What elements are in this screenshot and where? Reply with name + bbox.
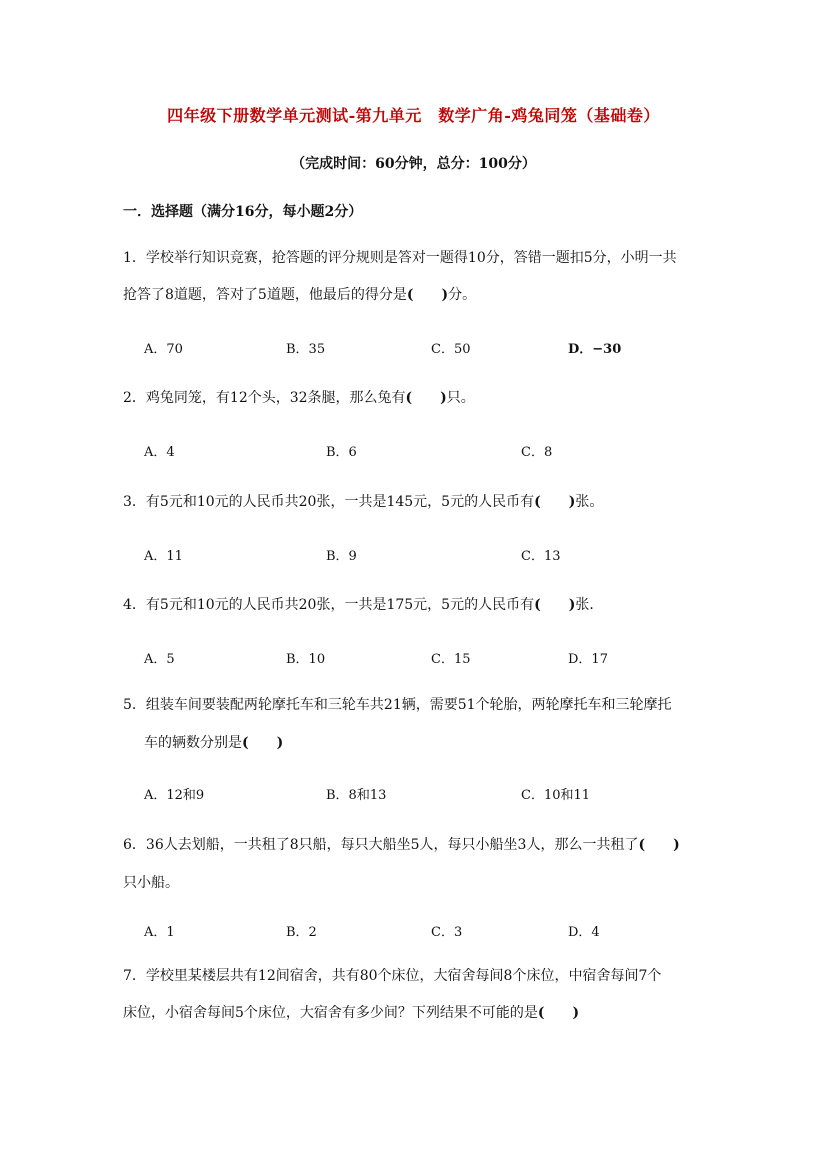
option-c: C．50 <box>431 342 471 357</box>
answer-blank: ( ) <box>242 735 284 751</box>
question-1-unit: 分。 <box>448 287 477 303</box>
question-6-line-1 <box>123 834 680 854</box>
option-a: A．11 <box>144 549 183 564</box>
section-heading: 一．选择题（满分16分，每小题2分） <box>123 204 363 220</box>
option-a: A．1 <box>144 925 175 940</box>
option-b: B．35 <box>286 342 326 357</box>
question-5-line-2 <box>144 732 283 752</box>
option-c: C．10和11 <box>521 788 591 803</box>
question-1-line-2 <box>123 284 476 304</box>
option-a: A．4 <box>144 445 175 460</box>
answer-blank: ( ) <box>534 494 576 510</box>
question-3 <box>123 491 603 511</box>
question-2-unit: 只。 <box>446 390 475 406</box>
answer-blank: ( ) <box>534 597 576 613</box>
question-7-text: 床位，小宿舍每间5个床位，大宿舍有多少间？下列结果不可能的是 <box>123 1005 538 1021</box>
question-4-text: 4．有5元和10元的人民币共20张，一共是175元，5元的人民币有 <box>123 597 535 613</box>
option-a: A．70 <box>144 342 183 357</box>
option-c: C．8 <box>521 445 553 460</box>
question-4 <box>123 594 603 614</box>
option-b: B．2 <box>286 925 317 940</box>
option-b: B．10 <box>286 652 326 667</box>
option-c: C．15 <box>431 652 471 667</box>
question-1-text: 抢答了8道题，答对了5道题，他最后的得分是 <box>123 287 407 303</box>
answer-blank: ( ) <box>638 837 680 853</box>
option-a: A．5 <box>144 652 175 667</box>
question-5-text: 车的辆数分别是 <box>144 735 242 751</box>
question-3-unit: 张。 <box>575 494 604 510</box>
option-d: D．4 <box>568 925 600 940</box>
exam-info: （完成时间：60分钟，总分：100分） <box>291 156 536 172</box>
option-a: A．12和9 <box>144 788 205 803</box>
question-7-line-1: 7．学校里某楼层共有12间宿舍，共有80个床位，大宿舍每间8个床位，中宿舍每间7个 <box>123 968 662 984</box>
answer-blank: ( ) <box>405 390 447 406</box>
question-3-text: 3．有5元和10元的人民币共20张，一共是145元，5元的人民币有 <box>123 494 535 510</box>
question-6-text: 6．36人去划船，一共租了8只船，每只大船坐5人，每只小船坐3人，那么一共租了 <box>123 837 639 853</box>
question-7-line-2 <box>123 1002 579 1022</box>
question-2-text: 2．鸡兔同笼，有12个头，32条腿，那么兔有 <box>123 390 406 406</box>
option-b: B．9 <box>326 549 357 564</box>
option-c: C．13 <box>521 549 561 564</box>
option-d: D．17 <box>568 652 608 667</box>
answer-blank: ( ) <box>537 1005 580 1021</box>
question-5-line-1: 5．组装车间要装配两轮摩托车和三轮车共21辆，需要51个轮胎，两轮摩托车和三轮摩托 <box>123 697 672 713</box>
question-2 <box>123 387 475 407</box>
option-c: C．3 <box>431 925 463 940</box>
question-6-line-2: 只小船。 <box>123 875 179 891</box>
option-d: D．−30 <box>568 342 622 357</box>
page-title: 四年级下册数学单元测试-第九单元 数学广角-鸡兔同笼（基础卷） <box>167 106 660 125</box>
option-b: B．8和13 <box>326 788 387 803</box>
question-4-unit: 张． <box>575 597 604 613</box>
question-1-line-1: 1．学校举行知识竞赛，抢答题的评分规则是答对一题得10分，答错一题扣5分，小明一共 <box>123 250 677 266</box>
answer-blank: ( ) <box>406 287 449 303</box>
option-b: B．6 <box>326 445 357 460</box>
